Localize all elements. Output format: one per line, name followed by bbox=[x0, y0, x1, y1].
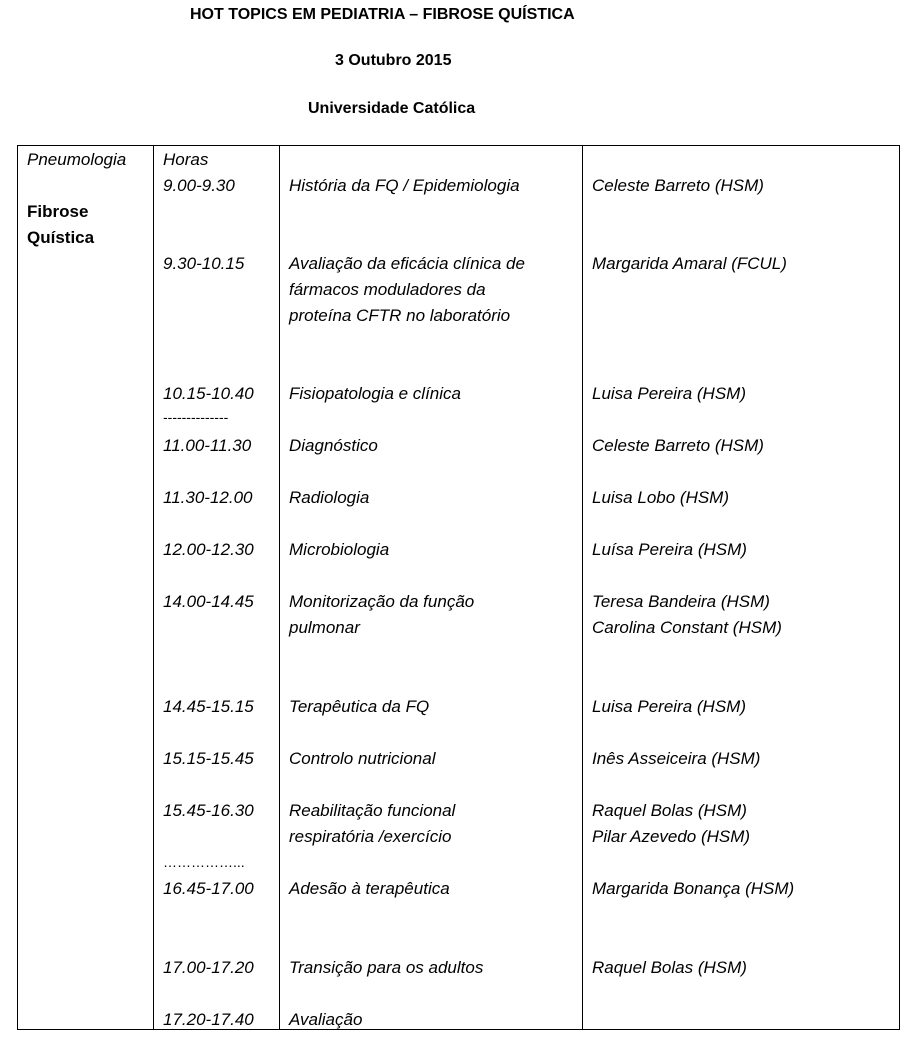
column-divider bbox=[153, 146, 154, 1029]
session-speaker: Raquel Bolas (HSM) bbox=[592, 958, 747, 977]
session-title: História da FQ / Epidemiologia bbox=[289, 176, 520, 195]
session-title: Reabilitação funcional bbox=[289, 801, 456, 820]
session-speaker: Margarida Amaral (FCUL) bbox=[592, 254, 787, 273]
session-speaker: Raquel Bolas (HSM) bbox=[592, 801, 747, 820]
session-title: Terapêutica da FQ bbox=[289, 697, 430, 716]
document-title: HOT TOPICS EM PEDIATRIA – FIBROSE QUÍSTICA bbox=[190, 6, 575, 23]
column-divider bbox=[582, 146, 583, 1029]
session-title: Radiologia bbox=[289, 488, 370, 507]
session-title: Microbiologia bbox=[289, 540, 390, 559]
event-date: 3 Outubro 2015 bbox=[335, 52, 452, 69]
session-time: 12.00-12.30 bbox=[163, 540, 254, 559]
session-time: 9.30-10.15 bbox=[163, 254, 245, 273]
session-title: Diagnóstico bbox=[289, 436, 378, 455]
session-time: 9.00-9.30 bbox=[163, 176, 235, 195]
session-title: respiratória /exercício bbox=[289, 827, 452, 846]
schedule-table bbox=[17, 145, 900, 1030]
session-time: 11.00-11.30 bbox=[163, 436, 252, 455]
session-time: 11.30-12.00 bbox=[163, 488, 253, 507]
break-separator: -------------- bbox=[163, 409, 229, 425]
session-title: pulmonar bbox=[289, 618, 360, 637]
topic-label-line2: Quística bbox=[27, 228, 95, 247]
session-time: 15.45-16.30 bbox=[163, 801, 254, 820]
session-speaker: Teresa Bandeira (HSM) bbox=[592, 592, 770, 611]
break-separator: ……………... bbox=[163, 854, 245, 870]
session-title: Fisiopatologia e clínica bbox=[289, 384, 461, 403]
session-time: 16.45-17.00 bbox=[163, 879, 254, 898]
session-title: Adesão à terapêutica bbox=[289, 879, 450, 898]
session-time: 15.15-15.45 bbox=[163, 749, 254, 768]
event-venue: Universidade Católica bbox=[308, 100, 476, 117]
column-divider bbox=[279, 146, 280, 1029]
session-title: proteína CFTR no laboratório bbox=[289, 306, 511, 325]
session-speaker: Luisa Lobo (HSM) bbox=[592, 488, 730, 507]
session-speaker: Celeste Barreto (HSM) bbox=[592, 176, 764, 195]
session-speaker: Carolina Constant (HSM) bbox=[592, 618, 782, 637]
session-title: Monitorização da função bbox=[289, 592, 475, 611]
session-title: fármacos moduladores da bbox=[289, 280, 486, 299]
session-title: Avaliação bbox=[289, 1010, 363, 1029]
session-speaker: Celeste Barreto (HSM) bbox=[592, 436, 764, 455]
session-speaker: Margarida Bonança (HSM) bbox=[592, 879, 795, 898]
session-title: Controlo nutricional bbox=[289, 749, 436, 768]
session-speaker: Pilar Azevedo (HSM) bbox=[592, 827, 751, 846]
session-time: 14.45-15.15 bbox=[163, 697, 254, 716]
session-title: Avaliação da eficácia clínica de bbox=[289, 254, 525, 273]
session-speaker: Luísa Pereira (HSM) bbox=[592, 540, 747, 559]
hours-header: Horas bbox=[163, 150, 209, 169]
session-title: Transição para os adultos bbox=[289, 958, 484, 977]
session-time: 14.00-14.45 bbox=[163, 592, 254, 611]
session-speaker: Luisa Pereira (HSM) bbox=[592, 697, 746, 716]
session-time: 17.20-17.40 bbox=[163, 1010, 254, 1029]
session-time: 10.15-10.40 bbox=[163, 384, 254, 403]
dept-label: Pneumologia bbox=[27, 150, 127, 169]
topic-label-line1: Fibrose bbox=[27, 202, 89, 221]
session-time: 17.00-17.20 bbox=[163, 958, 254, 977]
session-speaker: Inês Asseiceira (HSM) bbox=[592, 749, 761, 768]
session-speaker: Luisa Pereira (HSM) bbox=[592, 384, 746, 403]
